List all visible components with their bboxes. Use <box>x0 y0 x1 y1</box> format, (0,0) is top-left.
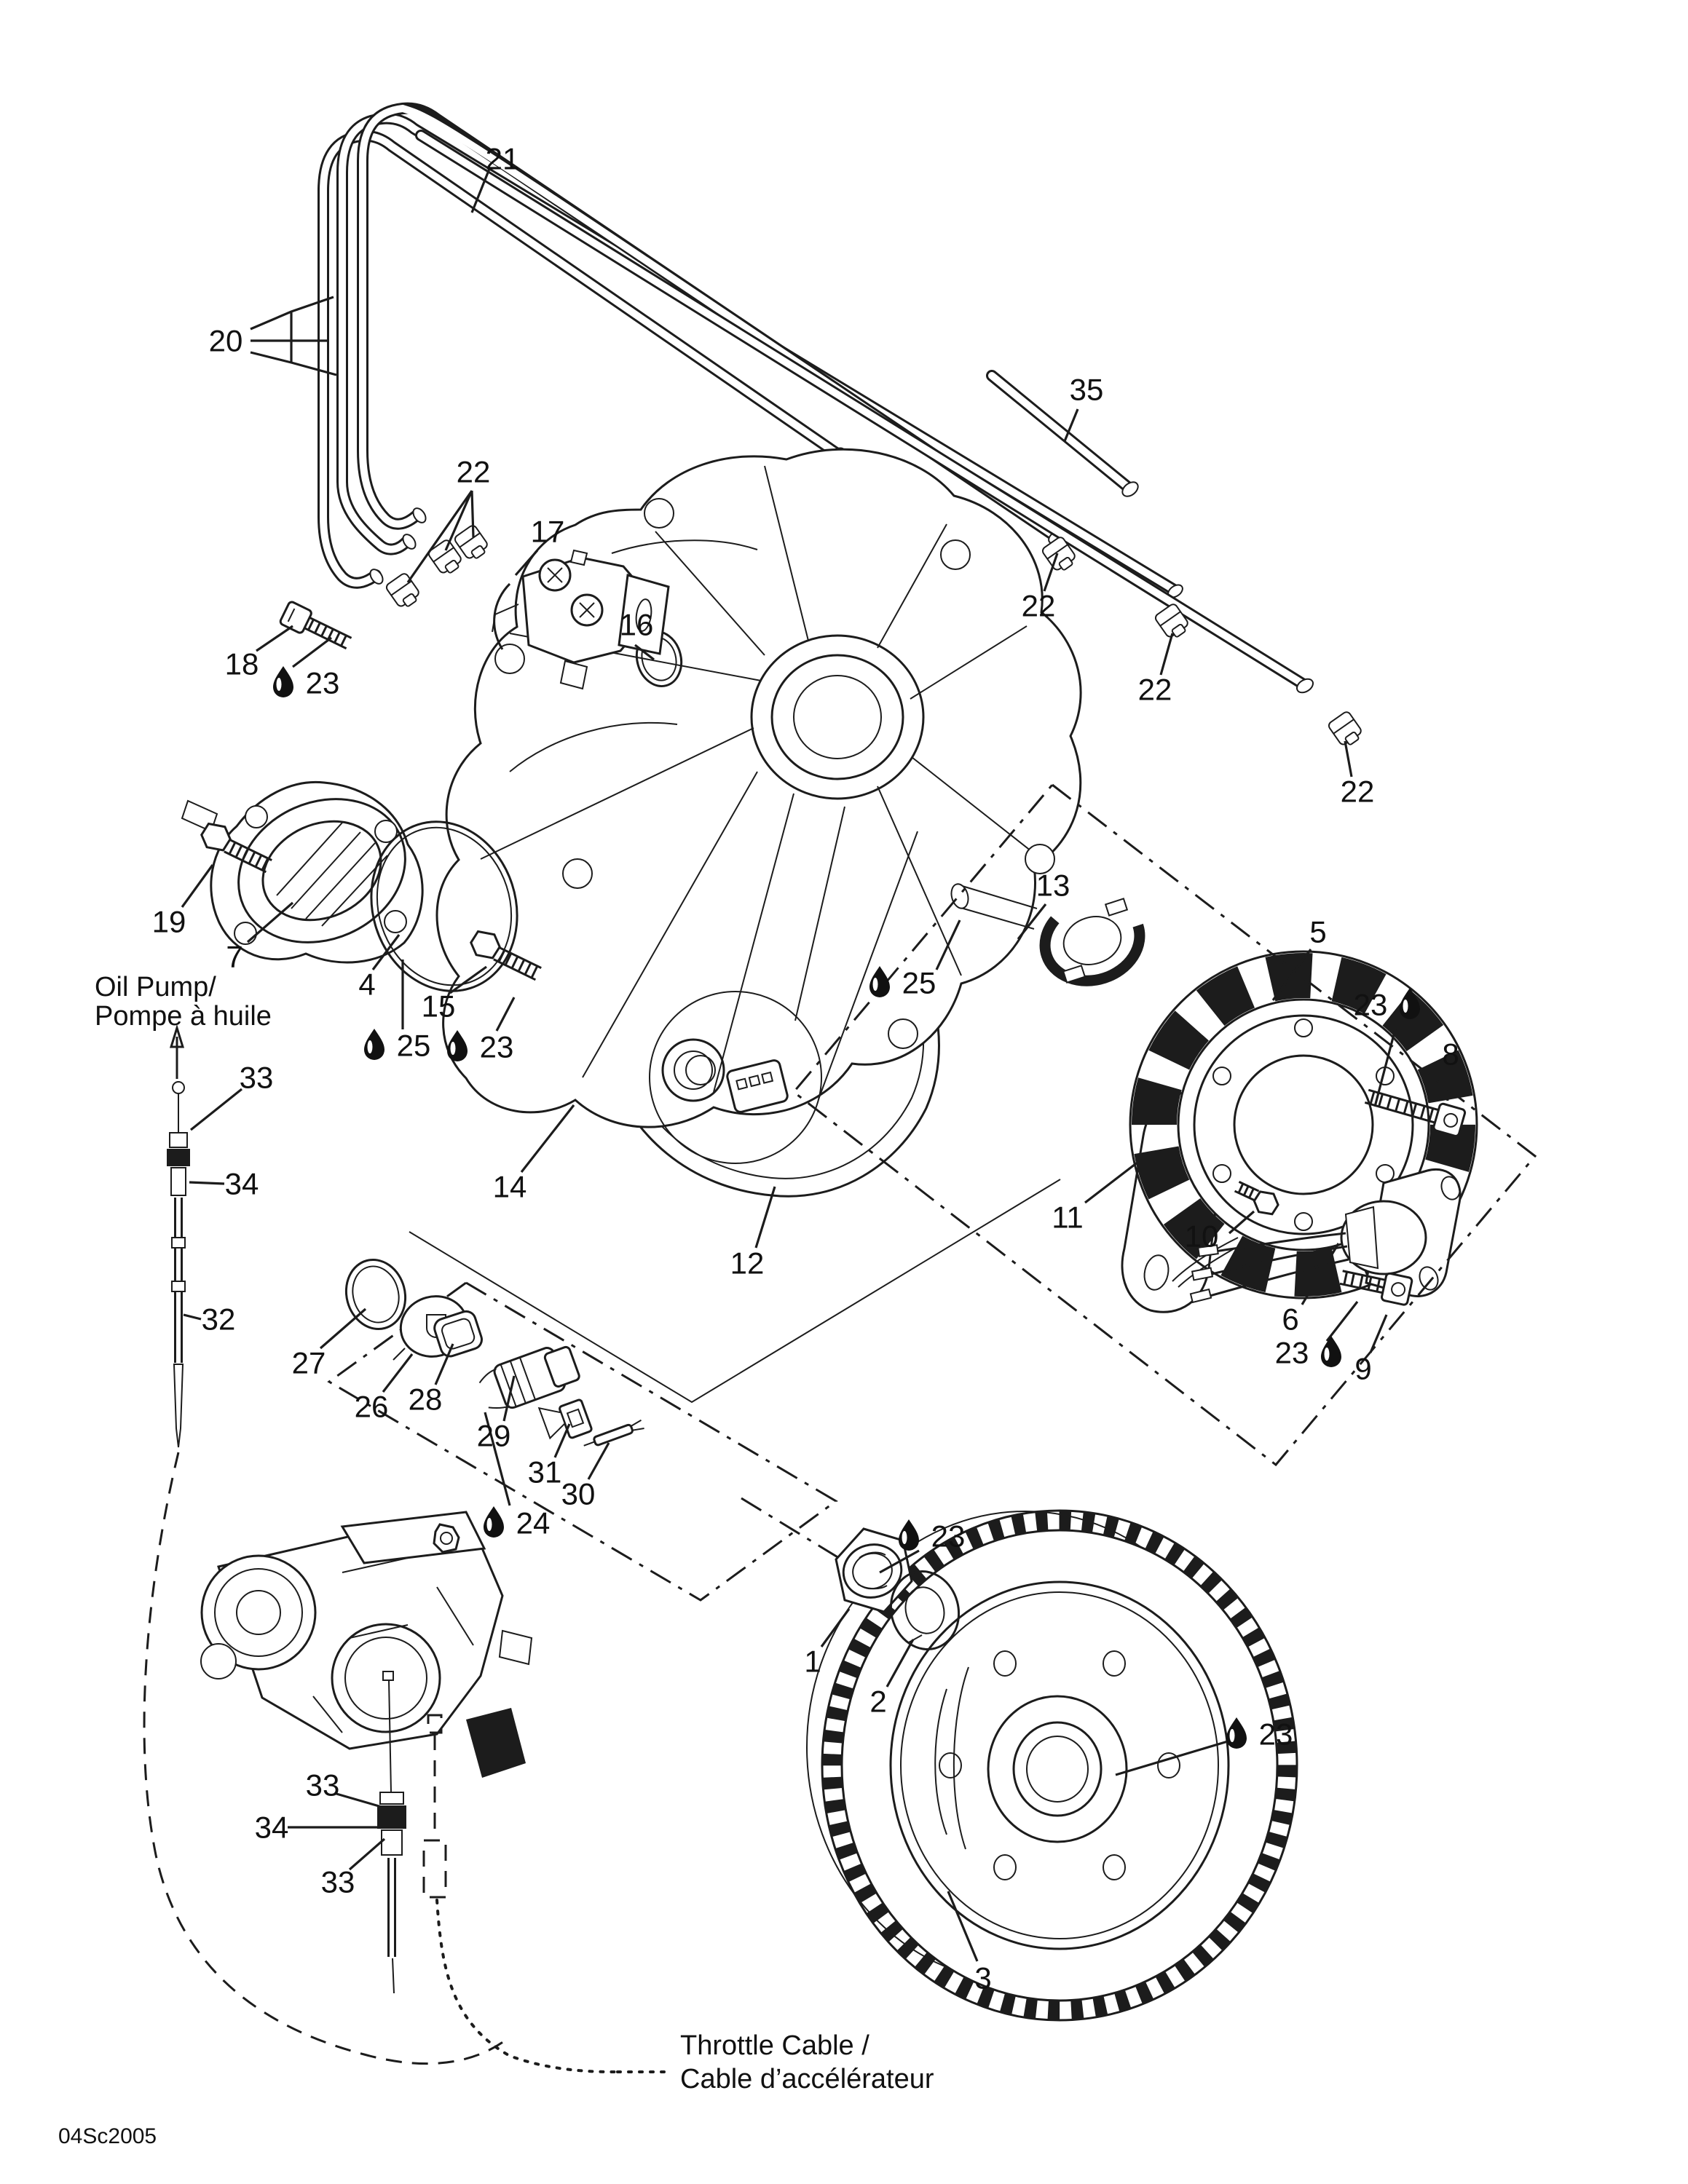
part-number-5: 5 <box>1309 914 1327 949</box>
oil-drop-icon <box>364 1029 384 1060</box>
part-number-25: 25 <box>902 965 936 1000</box>
oil-drop-highlight <box>1403 1000 1408 1013</box>
part-number-21: 21 <box>485 141 520 176</box>
part-number-22: 22 <box>1340 774 1375 809</box>
cover-7 <box>182 773 428 968</box>
part-number-3: 3 <box>974 1961 992 1995</box>
part-number-33: 33 <box>320 1864 355 1899</box>
dashdot-leader <box>741 1498 848 1564</box>
part-number-20: 20 <box>208 323 243 358</box>
oil-pump-label-fr: Pompe à huile <box>95 1001 272 1032</box>
part-number-16: 16 <box>619 607 654 642</box>
part-number-13: 13 <box>1036 868 1070 903</box>
part-number-18: 18 <box>224 646 259 681</box>
part-number-29: 29 <box>476 1418 511 1453</box>
part-number-14: 14 <box>492 1169 527 1204</box>
carb-lever <box>466 1708 526 1778</box>
part-number-8: 8 <box>1442 1037 1459 1072</box>
oil-drop-highlight <box>1230 1729 1235 1742</box>
part-number-23: 23 <box>479 1029 514 1064</box>
part-number-34: 34 <box>254 1810 289 1845</box>
part-number-9: 9 <box>1354 1351 1372 1386</box>
oil-drop-highlight <box>873 978 878 991</box>
part-number-23: 23 <box>931 1519 966 1554</box>
part-number-23: 23 <box>1258 1717 1293 1752</box>
part-number-30: 30 <box>561 1476 596 1511</box>
throttle-cable-label-en: Throttle Cable / <box>680 2030 869 2061</box>
throttle-cable-label-fr: Cable d’accélérateur <box>680 2064 934 2094</box>
part-number-25: 25 <box>396 1028 431 1063</box>
part-number-23: 23 <box>1274 1335 1309 1370</box>
part-number-10: 10 <box>1184 1219 1219 1254</box>
oil-pump-label-en: Oil Pump/ <box>95 972 216 1002</box>
part-number-35: 35 <box>1069 372 1104 407</box>
part-number-6: 6 <box>1282 1302 1299 1337</box>
part-number-1: 1 <box>804 1644 821 1679</box>
oil-drop-icon <box>1321 1336 1341 1367</box>
part-number-23: 23 <box>1353 987 1388 1022</box>
fuse-31 <box>539 1393 592 1445</box>
pump-outlet <box>561 661 587 689</box>
oil-drop-highlight <box>487 1518 492 1531</box>
part-number-11: 11 <box>1052 1200 1084 1235</box>
part-number-4: 4 <box>358 967 376 1002</box>
part-number-19: 19 <box>151 904 186 939</box>
oil-drop-highlight <box>368 1040 373 1053</box>
part-number-33: 33 <box>239 1060 274 1095</box>
part-number-22: 22 <box>1137 672 1172 707</box>
part-number-2: 2 <box>869 1684 887 1719</box>
oil-drop-icon <box>484 1506 504 1538</box>
part-number-28: 28 <box>408 1382 443 1417</box>
oil-drop-highlight <box>451 1042 456 1055</box>
oil-drop-highlight <box>902 1531 907 1544</box>
part-number-22: 22 <box>1021 588 1056 623</box>
part-number-24: 24 <box>516 1506 551 1540</box>
part-number-17: 17 <box>530 514 565 549</box>
oil-drop-icon <box>273 666 293 697</box>
part-number-7: 7 <box>226 939 243 974</box>
part-number-32: 32 <box>201 1302 236 1337</box>
oil-drop-highlight <box>1325 1348 1330 1361</box>
part-number-12: 12 <box>730 1246 765 1281</box>
carburetor-assembly <box>201 1512 532 1778</box>
throttle-cable-dashed <box>424 1715 618 2072</box>
oil-drop-icon <box>899 1519 919 1551</box>
oil-drop-highlight <box>277 678 282 691</box>
terminal-30 <box>583 1420 644 1450</box>
part-number-31: 31 <box>527 1455 562 1489</box>
part-number-15: 15 <box>421 989 456 1024</box>
crankcase-14 <box>437 449 1081 1127</box>
part-number-22: 22 <box>456 454 491 489</box>
part-number-26: 26 <box>354 1389 389 1424</box>
part-number-34: 34 <box>224 1166 259 1201</box>
part-number-23: 23 <box>305 665 340 700</box>
part-number-27: 27 <box>291 1345 326 1380</box>
part-number-33: 33 <box>305 1768 340 1803</box>
document-code: 04Sc2005 <box>58 2124 157 2148</box>
